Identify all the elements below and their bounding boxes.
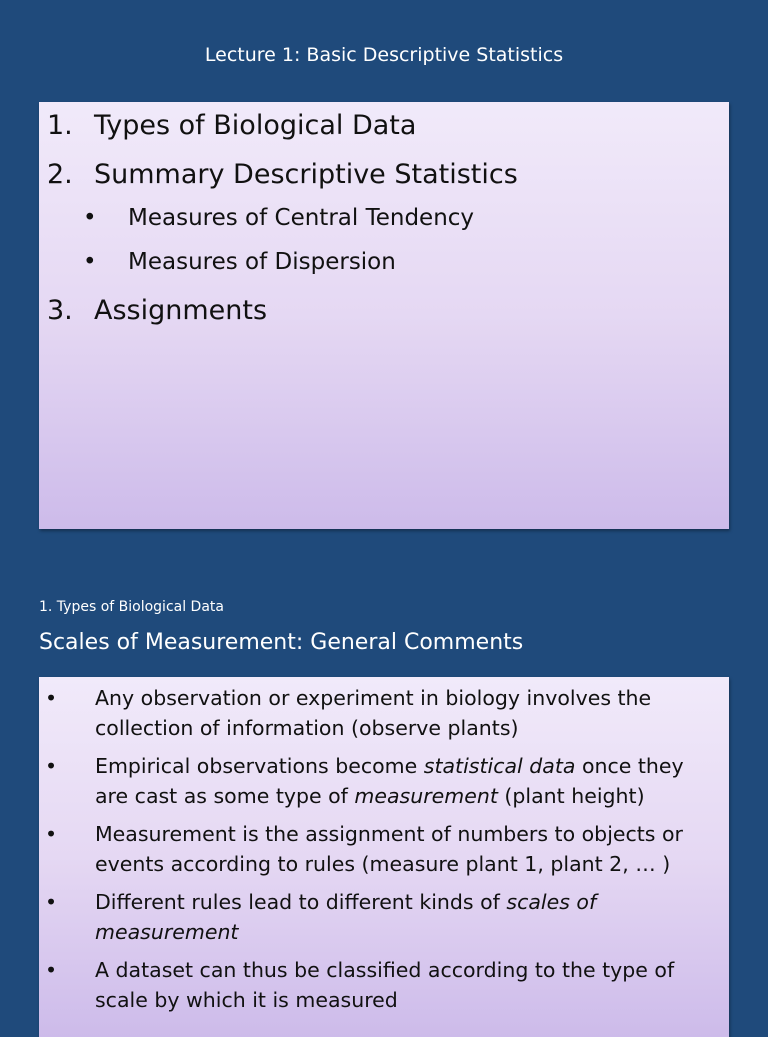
outline-subitem-text: Measures of Dispersion — [128, 249, 396, 275]
content-box — [39, 677, 729, 1037]
outline-subitem-text: Measures of Central Tendency — [128, 205, 475, 231]
outline-item-3 — [47, 295, 267, 326]
emphasized-text: statistical data — [423, 754, 576, 778]
emphasized-text: scales of measurement — [95, 890, 597, 944]
bullet-text: Empirical observations become — [95, 754, 424, 778]
bullet-text: Any observation or experiment in biology involves the collection of information (observe plants) — [95, 686, 652, 740]
outline-item-1 — [47, 110, 416, 141]
bullet-point: • — [83, 205, 97, 231]
bullet-item — [39, 887, 729, 947]
outline-subitem-2 — [83, 249, 396, 275]
outline-text: Summary Descriptive Statistics — [94, 159, 518, 190]
outline-number: 3. — [47, 295, 73, 326]
bullet-point: • — [45, 958, 58, 982]
bullet-text: (plant height) — [497, 784, 645, 808]
bullet-point: • — [83, 249, 97, 275]
outline-text: Assignments — [94, 295, 268, 326]
bullet-item — [39, 819, 729, 879]
bullet-point: • — [45, 822, 58, 846]
outline-box — [39, 102, 729, 529]
outline-number: 1. — [47, 110, 73, 141]
emphasized-text: measurement — [354, 784, 498, 808]
outline-item-2 — [47, 159, 518, 190]
bullet-item — [39, 955, 729, 1015]
bullet-text: Different rules lead to different kinds of — [95, 890, 507, 914]
bullet-item — [39, 751, 729, 811]
bullet-text: A dataset can thus be classified according to the type of scale by which it is measured — [95, 958, 675, 1012]
bullet-text: Measurement is the assignment of numbers to objects or events according to rules (measure plant 1, plant 2, … ) — [95, 822, 683, 876]
bullet-text: once they are cast as some type of — [95, 754, 684, 808]
bullet-point: • — [45, 686, 58, 710]
bullet-item — [39, 683, 729, 743]
bullet-point: • — [45, 754, 58, 778]
section-heading: Scales of Measurement: General Comments — [39, 630, 524, 655]
outline-text: Types of Biological Data — [94, 110, 417, 141]
slide-title: Lecture 1: Basic Descriptive Statistics — [204, 44, 564, 66]
section-label: 1. Types of Biological Data — [39, 599, 224, 615]
outline-number: 2. — [47, 159, 73, 190]
outline-subitem-1 — [83, 205, 474, 231]
bullet-list — [39, 683, 729, 1023]
bullet-point: • — [45, 890, 58, 914]
